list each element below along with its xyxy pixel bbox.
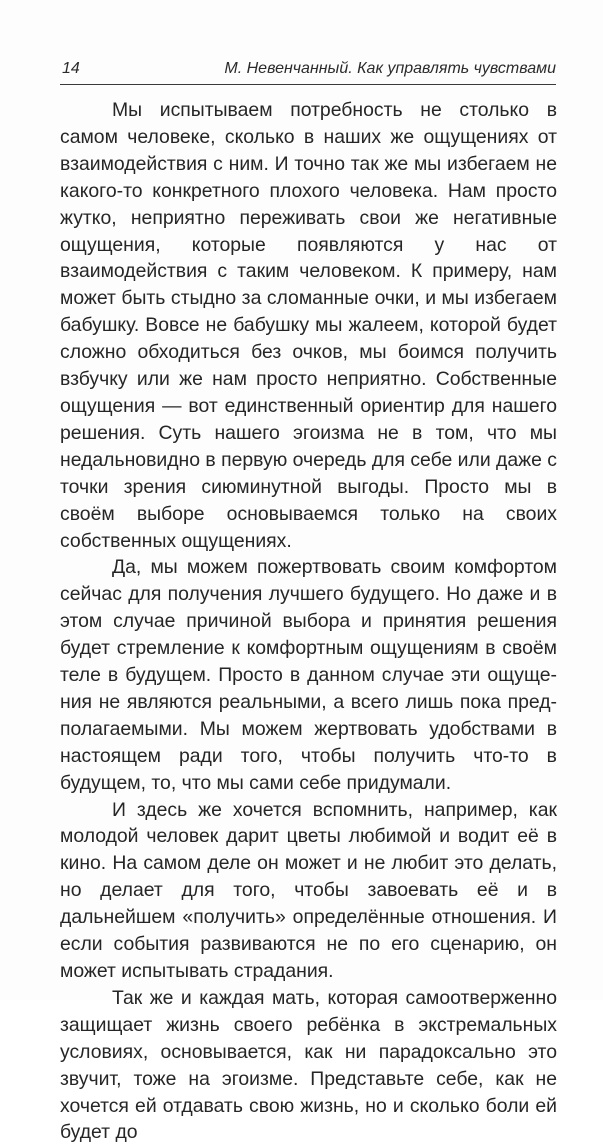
paragraph-3: И здесь же хочется вспомнить, например, как молодой человек дарит цветы любимой и водит её в кино. На самом деле он может и не любит это делать, но делает для того, чтобы завоевать её и в дальнейшем «получить» определённые отношения. И если события развиваются не по его сценарию, он может испытывать страдания. xyxy=(60,798,557,982)
running-title: М. Невенчанный. Как управлять чувствами xyxy=(224,60,556,77)
header-rule xyxy=(60,84,556,85)
paragraph-2: Да, мы можем пожертвовать своим комфортом сейчас для получения лучшего будущего. Но даже и в этом случае причиной выбора и принятия решения будет стремление к комфортным ощущениям в своём теле в будущем. Просто в данном случае эти ощущения не являются реальными, а всего лишь пока предполагаемыми. Мы можем жертвовать удобствами в настоящем ради того, чтобы получить что-то в будущем, то, что мы сами себе придумали. xyxy=(60,556,557,794)
page-number: 14 xyxy=(62,60,80,77)
paragraph-4: Так же и каждая мать, которая самоотверженно защищает жизнь своего ребёнка в экстремальных условиях, основывается, как ни парадоксально это звучит, тоже на эгоизме. Представьте себе, как не хочется ей отдавать свою жизнь, но и сколько боли ей будет до xyxy=(60,986,557,1144)
paragraph-1: Мы испытываем потребность не столько в самом человеке, сколько в наших же ощущениях от взаимодействия с ним. И точно так же мы избегаем не какого-то конкретного плохого человека. Нам просто жутко, неприятно переживать свои же негативные ощущения, которые появляются у нас от взаимодействия с таким человеком. К примеру, нам может быть стыдно за сломанные очки, и мы избегаем бабушку. Вовсе не бабушку мы жалеем, которой будет сложно обходиться без очков, мы боимся получить взбучку или же нам просто неприятно. Собственные ощущения — вот единственный ориентир для нашего решения. Суть нашего эгоизма не в том, что мы недальновидно в первую очередь для себе или даже с точки зрения сиюминутной выгоды. Просто мы в своём выборе основываемся только на своих собственных ощущениях. xyxy=(60,99,557,552)
running-head xyxy=(60,56,556,84)
body-text xyxy=(60,97,557,1146)
